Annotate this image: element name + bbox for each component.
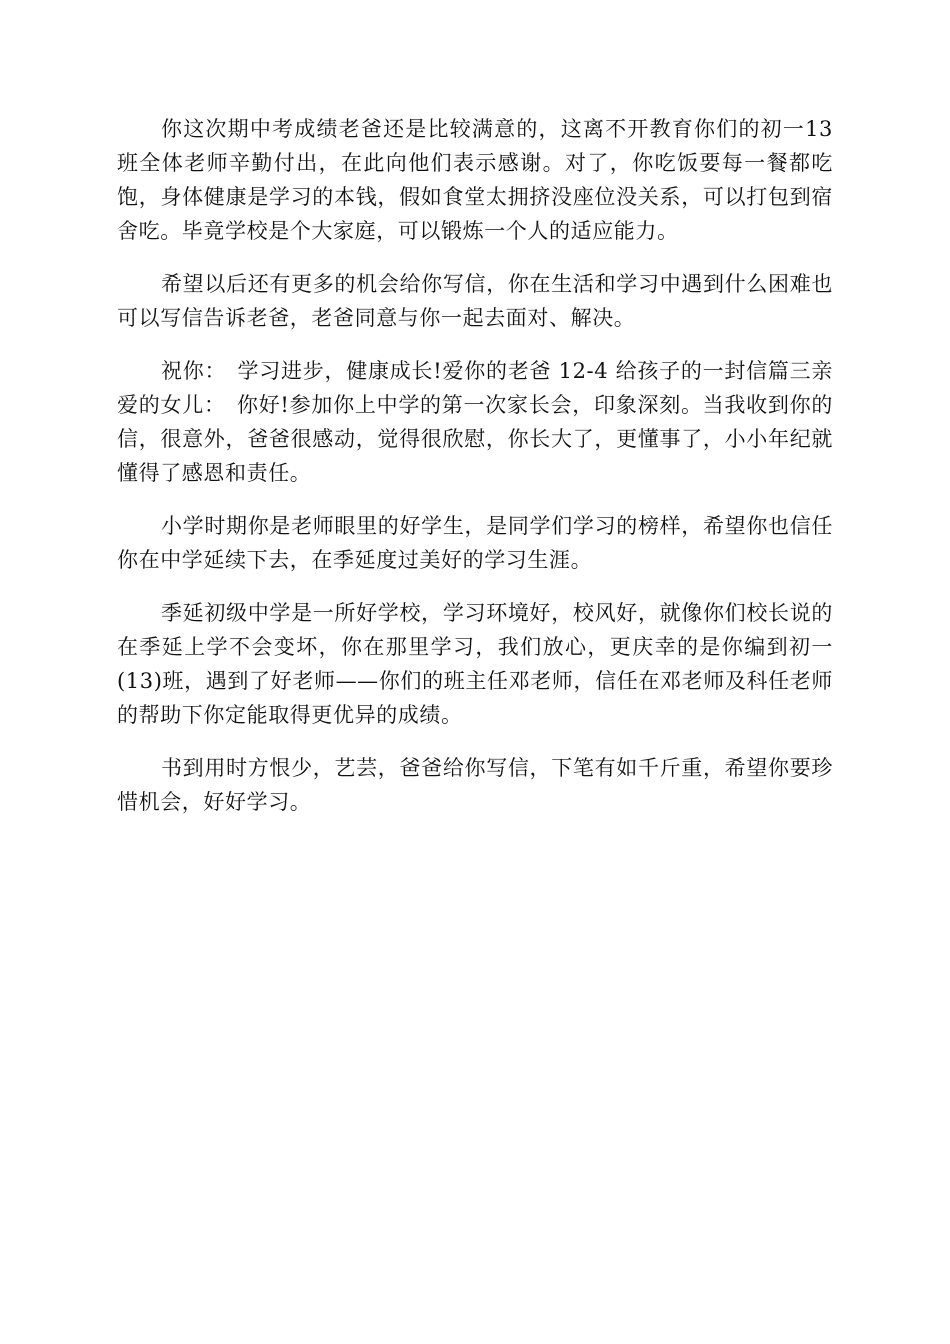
paragraph-closing: 书到用时方恨少，艺芸，爸爸给你写信，下笔有如千斤重，希望你要珍惜机会，好好学习。 bbox=[117, 756, 833, 814]
document-page bbox=[117, 112, 833, 838]
paragraph-primary-school: 小学时期你是老师眼里的好学生，是同学们学习的榜样，希望你也信任你在中学延续下去，在季延度过美好的学习生涯。 bbox=[117, 514, 833, 572]
paragraph-exam-results: 你这次期中考成绩老爸还是比较满意的，这离不开教育你们的初一13班全体老师辛勤付出，在此向他们表示感谢。对了，你吃饭要每一餐都吃饱，身体健康是学习的本钱，假如食堂太拥挤没座位没关系，可以打包到宿舍吃。毕竟学校是个大家庭，可以锻炼一个人的适应能力。 bbox=[117, 117, 833, 243]
paragraph-middle-school: 季延初级中学是一所好学校，学习环境好，校风好，就像你们校长说的在季延上学不会变坏，你在那里学习，我们放心，更庆幸的是你编到初一(13)班，遇到了好老师——你们的班主任邓老师，信任在邓老师及科任老师的帮助下你定能取得更优异的成绩。 bbox=[117, 601, 833, 727]
paragraph-blessing-and-letter-three: 祝你： 学习进步，健康成长!爱你的老爸 12-4 给孩子的一封信篇三亲爱的女儿： 你好!参加你上中学的第一次家长会，印象深刻。当我收到你的信，很意外，爸爸很感动，觉得很欣慰，你长大了，更懂事了，小小年纪就懂得了感恩和责任。 bbox=[117, 359, 833, 485]
paragraph-write-letters: 希望以后还有更多的机会给你写信，你在生活和学习中遇到什么困难也可以写信告诉老爸，老爸同意与你一起去面对、解决。 bbox=[117, 272, 833, 330]
